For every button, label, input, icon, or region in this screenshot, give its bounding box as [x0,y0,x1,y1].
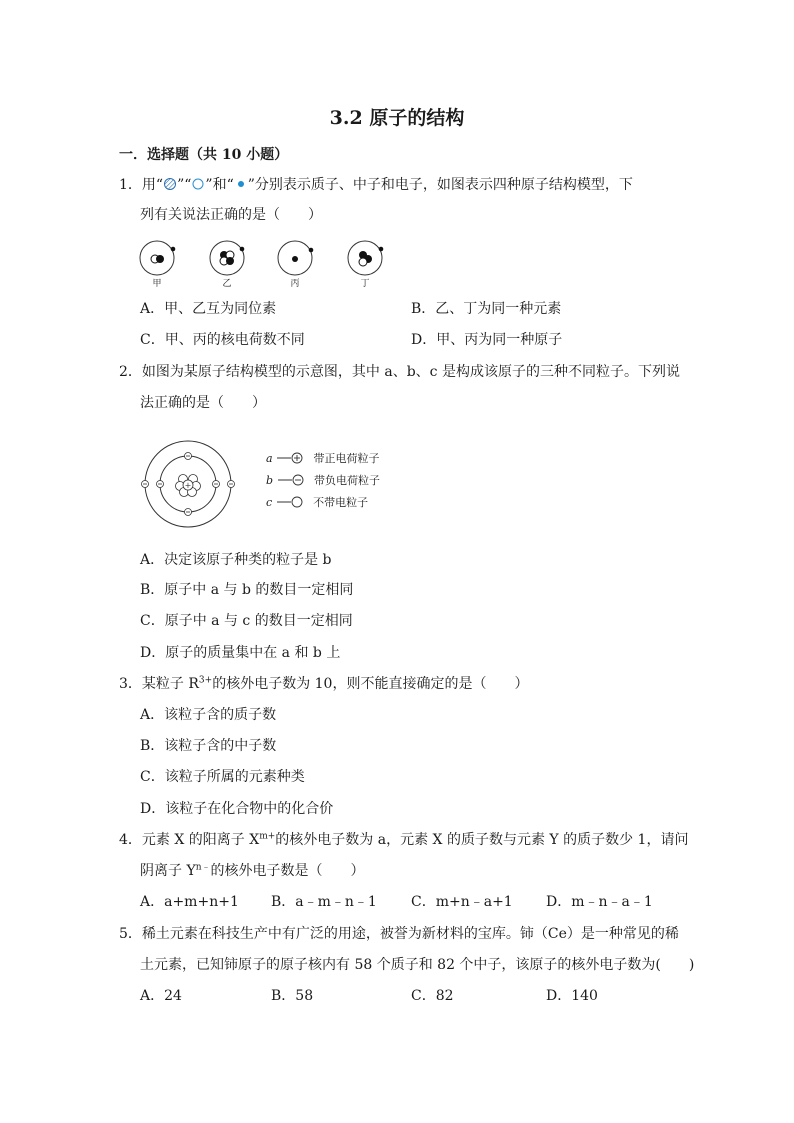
legend-item-c [266,492,368,513]
q4-option-c: C．m+n﹣a+1 [411,894,513,910]
q4-option-d: D．m﹣n﹣a﹣1 [546,894,653,910]
q5-option-b: B．58 [271,988,314,1004]
q2-option-a: A．决定该原子种类的粒子是 b [140,552,332,568]
q3-text: 的核外电子数为 10，则不能直接确定的是（ ） [212,676,529,692]
q4-charge: m+ [259,831,276,842]
electron-icon [234,177,248,191]
q1-text: ”分别表示质子、中子和电子，如图表示四种原子结构模型，下 [247,177,633,193]
atom-structure-diagram [140,432,240,532]
question-5-line-1 [119,924,679,944]
q1-text: ”“ [177,177,192,193]
legend-letter: b [266,474,274,487]
atom-model-jia [140,241,175,275]
q5-option-c: C．82 [411,988,454,1004]
section-heading: 一．选择题（共 10 小题） [119,147,289,163]
legend-text: 带正电荷粒子 [313,452,380,465]
q4-option-a: A．a+m+n+1 [140,894,239,910]
question-number: 2． [119,364,142,380]
q3-option-a: A．该粒子含的质子数 [140,707,277,723]
atom-model-yi [210,241,244,275]
legend-item-b [266,470,380,491]
q3-text: 某粒子 R [141,676,199,692]
neutron-icon [191,177,205,191]
question-number: 4． [119,832,142,848]
legend-letter: c [266,496,273,509]
question-2-line-2: 法正确的是（ ） [140,395,266,411]
neutral-particle-icon [277,496,309,508]
page-title: 3.2 原子的结构 [329,107,465,129]
q1-option-b: B．乙、丁为同一种元素 [411,301,562,317]
q5-text: 稀土元素在科技生产中有广泛的用途，被誉为新材料的宝库。铈（Ce）是一种常见的稀 [141,926,679,942]
legend-text: 不带电粒子 [313,496,369,509]
question-number: 5． [119,926,142,942]
legend-text: 带负电荷粒子 [313,474,380,487]
atom-model-ding [348,241,383,275]
atom-label-jia: 甲 [152,279,162,289]
q4-charge: n﹣ [195,862,211,873]
atom-label-bing: 丙 [290,279,300,289]
q2-option-d: D．原子的质量集中在 a 和 b 上 [140,645,341,661]
question-number: 1． [119,177,142,193]
q5-option-a: A．24 [140,988,182,1004]
question-3-line-1 [119,674,528,694]
proton-icon [163,177,177,191]
question-1-line-2: 列有关说法正确的是（ ） [140,207,322,223]
q3-option-b: B．该粒子含的中子数 [140,738,277,754]
question-4-line-2 [140,861,365,881]
q5-option-d: D．140 [546,988,598,1004]
positive-charge-icon [277,452,309,464]
q2-text: 如图为某原子结构模型的示意图，其中 a、b、c 是构成该原子的三种不同粒子。下列说 [141,364,680,380]
question-number: 3． [119,676,142,692]
q4-text: 的核外电子数是（ ） [210,863,365,879]
question-5-line-2: 土元素，已知铈原子的原子核内有 58 个质子和 82 个中子，该原子的核外电子数为( ) [140,957,695,973]
atom-models-figure [137,238,397,292]
atom-model-bing [278,241,313,275]
q4-text: 阴离子 Y [140,863,196,879]
q1-option-d: D．甲、丙为同一种原子 [411,332,563,348]
atom-label-ding: 丁 [360,279,370,289]
q1-option-a: A．甲、乙互为同位素 [140,301,277,317]
atom-structure-figure [140,432,390,532]
question-4-line-1 [119,830,688,850]
q4-text: 的核外电子数为 a，元素 X 的质子数与元素 Y 的质子数少 1，请问 [275,832,689,848]
q2-option-b: B．原子中 a 与 b 的数目一定相同 [140,582,354,598]
atom-label-yi: 乙 [222,279,232,289]
q1-option-c: C．甲、丙的核电荷数不同 [140,332,305,348]
negative-charge-icon [278,474,310,486]
legend-item-a [266,448,379,469]
q1-text: 用“ [141,177,164,193]
q3-charge: 3+ [198,675,213,686]
question-1-line-1 [119,175,633,195]
q4-text: 元素 X 的阳离子 X [141,832,260,848]
q1-text: ”和“ [205,177,234,193]
q3-option-d: D．该粒子在化合物中的化合价 [140,801,334,817]
q3-option-c: C．该粒子所属的元素种类 [140,769,305,785]
question-2-line-1 [119,362,680,382]
svg-text:+: + [184,481,192,490]
legend-letter: a [266,452,273,465]
q2-option-c: C．原子中 a 与 c 的数目一定相同 [140,613,353,629]
q4-option-b: B．a﹣m﹣n﹣1 [271,894,377,910]
